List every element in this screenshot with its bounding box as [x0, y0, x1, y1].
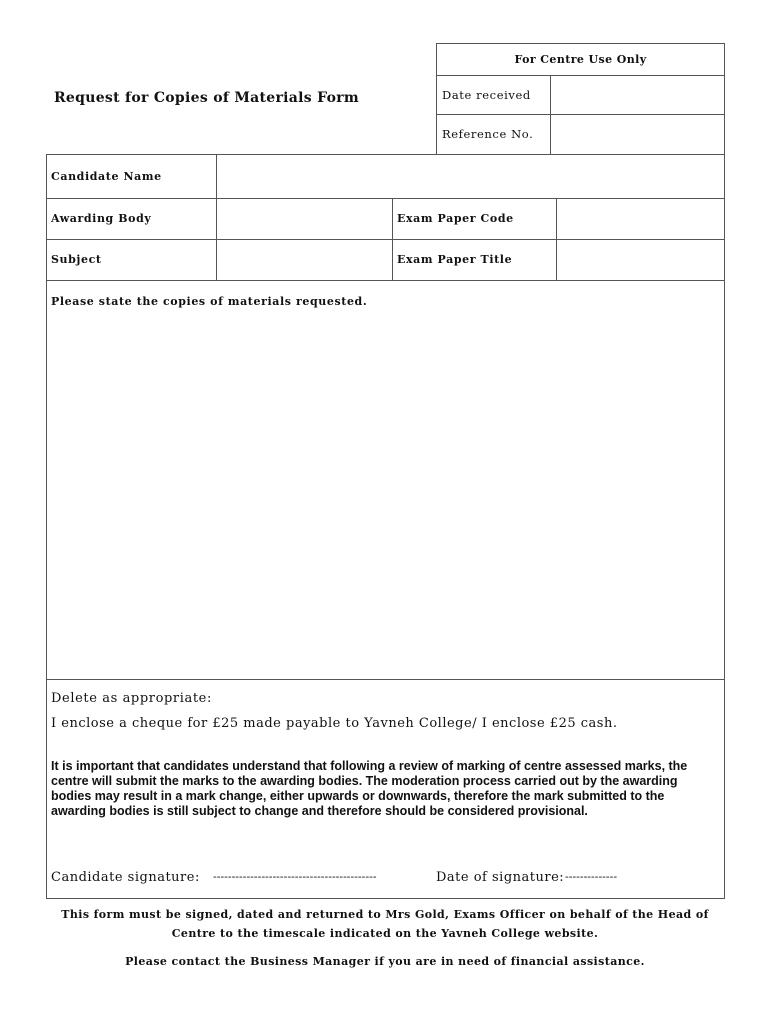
subject-label: Subject	[51, 253, 102, 266]
date-of-signature-line[interactable]: --------------	[565, 870, 618, 883]
payment-options: I enclose a cheque for £25 made payable to Yavneh College/ I enclose £25 cash.	[51, 716, 618, 731]
centre-use-heading: For Centre Use Only	[514, 53, 647, 66]
reference-no-label: Reference No.	[442, 127, 534, 141]
footer-line-2: Centre to the timescale indicated on the Yavneh College website.	[171, 927, 599, 940]
exam-paper-code-label: Exam Paper Code	[397, 212, 514, 225]
exam-paper-title-label: Exam Paper Title	[397, 253, 513, 266]
reference-no-field[interactable]	[551, 115, 724, 154]
subject-field[interactable]	[217, 240, 392, 280]
candidate-signature-label: Candidate signature:	[51, 870, 200, 885]
date-received-label: Date received	[442, 88, 531, 102]
delete-note: Delete as appropriate:	[51, 691, 212, 706]
candidate-name-label: Candidate Name	[51, 170, 162, 183]
materials-requested-area[interactable]	[47, 315, 724, 679]
date-received-field[interactable]	[551, 76, 724, 114]
materials-prompt: Please state the copies of materials requested.	[51, 295, 368, 308]
exam-paper-title-field[interactable]	[557, 240, 724, 280]
form-title: Request for Copies of Materials Form	[54, 90, 360, 106]
exam-paper-code-field[interactable]	[557, 199, 724, 239]
date-of-signature-label: Date of signature:	[436, 870, 565, 885]
footer-line-3: Please contact the Business Manager if you are in need of financial assistance.	[125, 955, 645, 968]
awarding-body-label: Awarding Body	[51, 212, 152, 225]
provisional-marks-notice: It is important that candidates understand that following a review of marking of centre assessed marks, the centre will submit the marks to the awarding bodies. The moderation process carried out by the awarding bodies may result in a mark change, either upwards or downwards, therefore the mark submitted to the awarding bodies is still subject to change and therefore should be considered provisional.	[51, 759, 688, 818]
awarding-body-field[interactable]	[217, 199, 392, 239]
footer-line-1: This form must be signed, dated and returned to Mrs Gold, Exams Officer on behalf of the Head of	[61, 908, 709, 921]
candidate-name-field[interactable]	[217, 155, 724, 198]
candidate-signature-line[interactable]: --------------------------------------------	[213, 870, 377, 883]
